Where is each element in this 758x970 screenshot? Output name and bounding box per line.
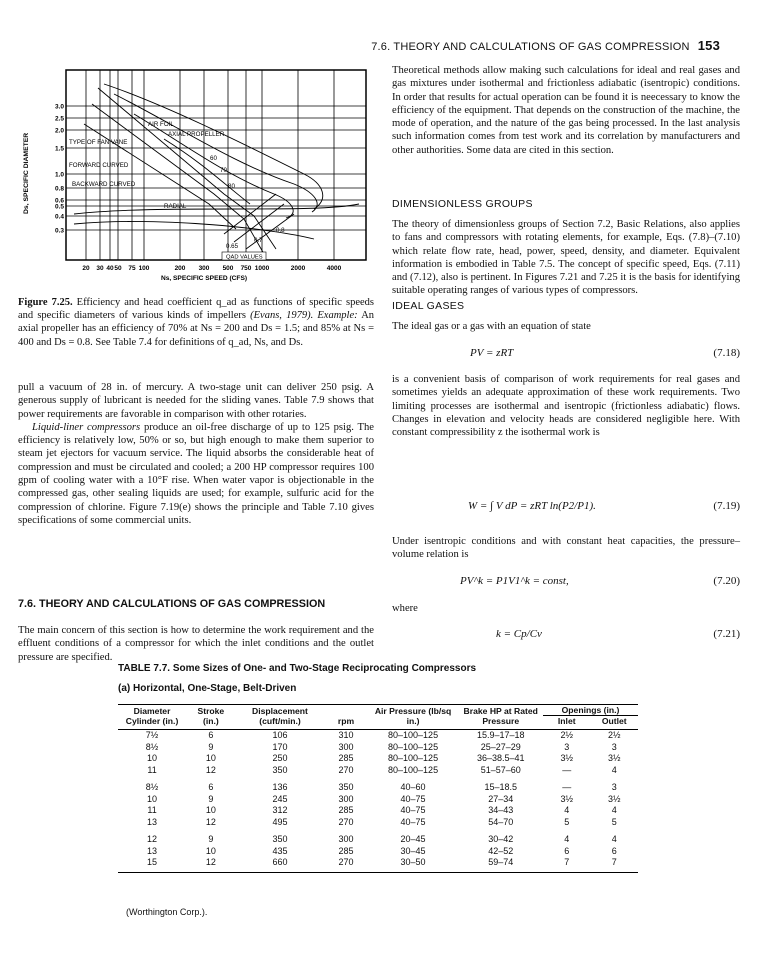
label-radial: RADIAL: [164, 203, 187, 210]
right-paragraph-4: is a convenient basis of comparison of work requirements for real gases and sometimes yields an adequate approximation of these work requirements. Two limiting processes are isothermal and isentropic (frictionless adiabatic) flows. Changes in elevation and velocity heads are considered negligible here. With constant compressibility z the isothermal work is: [392, 374, 740, 439]
table-cell: 10: [205, 805, 216, 815]
table-cell: 6: [208, 782, 214, 792]
table-cell: 80–100–125: [388, 741, 439, 752]
equation-7-18-body: PV = zRT: [470, 347, 514, 359]
table-row: [118, 730, 638, 742]
table-cell: 285: [338, 753, 354, 763]
table-cell: 5: [611, 816, 617, 827]
caption-text: Efficiency and head coefficient q_ad as functions of specific speeds and specific diameters of various kinds of impellers: [18, 297, 374, 322]
table-cell: 350: [272, 834, 288, 844]
left-column: [18, 381, 374, 527]
table-row: [118, 846, 638, 858]
equation-7-19-number: (7.19): [713, 500, 740, 512]
table-cell: 6: [208, 730, 214, 740]
table-cell: 5: [564, 816, 570, 827]
table-cell: 660: [272, 857, 288, 867]
table-cell: 10: [205, 753, 216, 763]
table-cell: 54–70: [488, 816, 514, 827]
caption-label: Figure 7.25.: [18, 297, 73, 308]
x-tick-label: 75: [128, 265, 136, 272]
table-row: [118, 817, 638, 829]
table-cell: 15–18.5: [484, 782, 517, 792]
equation-7-21: [392, 628, 740, 642]
y-tick-label: 0.3: [54, 227, 64, 235]
table-cell: 40–75: [400, 793, 426, 804]
col-outlet: Outlet: [601, 716, 627, 726]
y-axis-label: Ds, SPECIFIC DIAMETER: [23, 132, 30, 214]
right-paragraph-1: Theoretical methods allow making such calculations for ideal and real gases and gas mixtures under isothermal and frictionless adiabatic (isentropic) conditions. In order that results for actual operation can be found it is neecessary to know the efficiency of the equipment. That depends on the construction of the machine, the mode of operation, and the nature of the gas being processed. In the last analysis such information comes from test work and its correlation by manufacturers and other authorities. Some data are cited in this section.: [392, 65, 740, 156]
table-cell: 3½: [560, 793, 574, 804]
label-qad-values: QAD VALUES: [226, 254, 263, 261]
page-number: 153: [697, 38, 720, 53]
table-row: [118, 794, 638, 806]
y-tick-label: 3.0: [54, 103, 64, 111]
x-axis-label: Ns, SPECIFIC SPEED (CFS): [160, 275, 248, 282]
table-cell: 27–34: [488, 793, 514, 804]
table-cell: 40–75: [400, 816, 426, 827]
table-cell: 40–60: [400, 782, 426, 792]
x-tick-label: 1000: [254, 265, 270, 272]
where-text: where: [392, 603, 418, 614]
col-diameter: Diameter Cylinder (in.): [125, 706, 179, 726]
table-cell: 270: [338, 764, 354, 775]
table-cell: 350: [338, 782, 354, 792]
table-cell: 285: [338, 805, 354, 815]
table-row: [118, 857, 638, 869]
table-row: [118, 753, 638, 765]
term-liquid-liner: Liquid-liner compressors: [32, 421, 141, 433]
y-tick-label: 2.0: [54, 127, 64, 135]
table-cell: 170: [272, 741, 288, 752]
table-cell: 310: [338, 730, 354, 740]
table-cell: 8½: [145, 741, 159, 752]
equation-7-21-number: (7.21): [713, 628, 740, 640]
table-cell: 11: [147, 805, 157, 815]
table-cell: 106: [272, 730, 288, 740]
table-cell: 12: [147, 834, 158, 844]
table-cell: 300: [338, 834, 354, 844]
table-cell: 80–100–125: [388, 764, 439, 775]
equation-7-20-body: PV^k = P1V1^k = const,: [460, 575, 569, 587]
table-cell: 13: [147, 816, 158, 827]
table-cell: 34–43: [488, 805, 514, 815]
section-heading: 7.6. THEORY AND CALCULATIONS OF GAS COMPRESSION: [18, 598, 326, 610]
table-cell: 435: [272, 845, 288, 856]
table-cell: 4: [611, 834, 617, 844]
table-cell: 11: [147, 764, 157, 775]
figure-caption: [18, 296, 374, 349]
x-tick-label: 2000: [290, 265, 306, 272]
table-cell: 3½: [607, 793, 621, 804]
table-cell: 3½: [560, 753, 574, 763]
col-openings: Openings (in.): [543, 705, 638, 716]
table-cell: 2½: [560, 730, 574, 740]
table-cell: 6: [611, 845, 617, 856]
table-7-7: [118, 704, 638, 873]
col-air-pressure: Air Pressure (lb/sq in.): [374, 706, 452, 726]
col-brake-hp: Brake HP at Rated Pressure: [463, 706, 538, 726]
right-paragraph-2: The theory of dimensionless groups of Section 7.2, Basic Relations, also applies to fans and compressors with rotating elements, for example, Eqs. (7.8)–(7.10) which relate flow rate, head, power, speed, density, and diameter. Equivalent information is embodied in Table 7.5. The concept of specific speed, Eqs. (7.11) and (7.12), also is pertinent. In Figures 7.21 and 7.25 it is the basis for identifying suitable operating ranges of various types of compressors.: [392, 219, 740, 297]
table-cell: 30–42: [488, 834, 514, 844]
caption-example: An axial propeller has an efficiency of 70% at Ns = 200 and Ds = 1.5; and 85% at Ns = 400 and Ds = 0.8. See Table 7.4 for definitions of q_ad, Ns, and Ds.: [18, 310, 375, 348]
x-tick-label: 30: [96, 265, 104, 272]
col-stroke: Stroke (in.): [197, 706, 225, 726]
heading-dimensionless-groups: DIMENSIONLESS GROUPS: [392, 198, 533, 210]
x-tick-label: 50: [114, 265, 122, 272]
y-tick-label: 0.6: [54, 197, 64, 205]
table-subtitle: (a) Horizontal, One-Stage, Belt-Driven: [118, 683, 297, 694]
label-forward-curved: FORWARD CURVED: [69, 162, 129, 169]
y-tick-label: 0.8: [54, 185, 64, 193]
table-cell: 2½: [607, 730, 621, 740]
right-paragraph-3: The ideal gas or a gas with an equation of state: [392, 321, 591, 332]
right-paragraph-5: Under isentropic conditions and with constant heat capacities, the pressure–volume relation is: [392, 536, 740, 561]
table-cell: 285: [338, 845, 354, 856]
table-cell: 245: [272, 793, 288, 804]
table-cell: 4: [564, 834, 570, 844]
table-cell: 8½: [145, 782, 159, 792]
table-cell: 25–27–29: [480, 741, 521, 752]
table-cell: 30–50: [400, 857, 426, 867]
table-row: [118, 782, 638, 794]
table-cell: 270: [338, 816, 354, 827]
table-cell: 12: [205, 857, 216, 867]
table-cell: 15: [147, 857, 158, 867]
y-tick-label: 0.4: [54, 213, 64, 221]
table-cell: 30–45: [400, 845, 426, 856]
table-cell: 300: [338, 793, 354, 804]
table-body: [118, 730, 638, 869]
table-cell: 7: [564, 857, 570, 867]
col-rpm: rpm: [337, 716, 355, 726]
caption-citation: (Evans, 1979).: [250, 310, 314, 322]
label-eff-70: 70: [220, 167, 227, 174]
equation-7-19: [392, 500, 740, 516]
table-cell: 9: [208, 741, 214, 752]
left-paragraph-2-body: produce an oil-free discharge of up to 125 psig. The efficiency is relatively low, 50% or so, but high enough to make them superior to steam jet ejectors for vacuum service. The liquid absorbs the considerable heat of compression and must be circulated and cooled; a 200 HP compressor requires 100 gpm of cooling water with a 10°F rise. When water vapor is objectionable in the compressed gas, other sealing liquids are used; for example, sulfuric acid for the compression of chlorine. Figure 7.19(e) shows the principle and Table 7.10 gives specifications of some commercial units.: [18, 421, 374, 526]
col-inlet: Inlet: [557, 716, 576, 726]
figure-7-25: [14, 64, 376, 282]
equation-7-18-number: (7.18): [713, 347, 740, 359]
table-cell: 136: [272, 782, 288, 792]
y-tick-label: 2.5: [54, 115, 64, 123]
label-axial-propeller: AXIAL PROPELLER: [168, 131, 225, 138]
table-cell: 40–75: [400, 805, 426, 815]
equation-7-21-body: k = Cp/Cv: [496, 628, 542, 640]
table-cell: 3: [564, 741, 570, 752]
y-tick-label: 1.5: [54, 145, 64, 153]
left-paragraph-3: The main concern of this section is how to determine the work requirement and the effluent conditions of a compressor for which the inlet conditions and the outlet pressure are specified.: [18, 625, 374, 663]
table-row: [118, 765, 638, 777]
left-paragraph-1: pull a vacuum of 28 in. of mercury. A two-stage unit can deliver 250 psig. A generous supply of lubricant is needed for the sliding vanes. Table 7.9 shows that power requirements are favorable in comparison with other rotaries.: [18, 382, 374, 420]
table-cell: 10: [147, 753, 158, 763]
table-cell: 495: [272, 816, 288, 827]
specific-speed-chart: [14, 64, 376, 282]
label-q-08: 0.8: [276, 227, 285, 234]
label-eff-60: 60: [210, 155, 217, 162]
table-cell: 350: [272, 764, 288, 775]
table-cell: 3: [611, 782, 617, 792]
table-cell: 9: [208, 834, 214, 844]
equation-7-20: [392, 575, 740, 589]
table-cell: 80–100–125: [388, 753, 439, 763]
table-cell: 7: [611, 857, 617, 867]
table-cell: 4: [611, 805, 617, 815]
table-cell: 3½: [607, 753, 621, 763]
label-q-065: 0.65: [226, 243, 239, 250]
x-tick-label: 20: [82, 265, 90, 272]
label-eff-80: 80: [228, 183, 235, 190]
table-title: TABLE 7.7. Some Sizes of One- and Two-Stage Reciprocating Compressors: [118, 663, 477, 674]
table-row: [118, 834, 638, 846]
table-cell: —: [562, 764, 572, 775]
x-tick-label: 200: [174, 265, 186, 272]
x-tick-label: 750: [240, 265, 252, 272]
table-cell: 59–74: [488, 857, 514, 867]
table-cell: 12: [205, 816, 216, 827]
table-cell: 3: [611, 741, 617, 752]
y-tick-label: 1.0: [54, 171, 64, 179]
table-cell: 10: [147, 793, 158, 804]
table-cell: —: [562, 782, 572, 792]
equation-7-18: [392, 347, 740, 361]
table-cell: 80–100–125: [388, 730, 439, 740]
label-q-07: 0.7: [254, 237, 263, 244]
table-cell: 9: [208, 793, 214, 804]
table-row: [118, 805, 638, 817]
y-tick-label: 0.5: [54, 203, 64, 211]
table-source: (Worthington Corp.).: [126, 907, 208, 917]
table-row: [118, 742, 638, 754]
table-cell: 20–45: [400, 834, 426, 844]
table-cell: 7½: [145, 730, 159, 740]
table-cell: 10: [205, 845, 216, 856]
table-cell: 250: [272, 753, 288, 763]
table-cell: 270: [338, 857, 354, 867]
table-cell: 4: [564, 805, 570, 815]
table-cell: 15.9–17–18: [476, 730, 525, 740]
equation-7-20-number: (7.20): [713, 575, 740, 587]
x-tick-label: 500: [222, 265, 234, 272]
table-cell: 36–38.5–41: [476, 753, 525, 763]
label-backward-curved: BACKWARD CURVED: [72, 181, 136, 188]
x-tick-label: 4000: [326, 265, 342, 272]
label-air-foil: AIR FOIL: [148, 121, 174, 128]
x-tick-label: 300: [198, 265, 210, 272]
table-cell: 312: [272, 805, 288, 815]
table-cell: 300: [338, 741, 354, 752]
left-paragraph-2: [18, 421, 374, 527]
table-cell: 42–52: [488, 845, 514, 856]
table-grid: [118, 705, 638, 869]
table-cell: 13: [147, 845, 158, 856]
table-cell: 12: [205, 764, 216, 775]
x-tick-label: 40: [106, 265, 114, 272]
heading-ideal-gases: IDEAL GASES: [392, 300, 465, 312]
caption-example-label: Example:: [317, 310, 358, 322]
equation-7-19-body: W = ∫ V dP = zRT ln(P2/P1).: [468, 500, 596, 512]
table-cell: 6: [564, 845, 570, 856]
table-cell: 51–57–60: [480, 764, 521, 775]
running-head: [371, 38, 720, 53]
label-type-of-fan-vane: TYPE OF FAN VANE: [69, 139, 128, 146]
x-tick-label: 100: [138, 265, 150, 272]
section-title: 7.6. THEORY AND CALCULATIONS OF GAS COMPRESSION: [371, 41, 690, 53]
table-cell: 4: [611, 764, 617, 775]
col-displacement: Displacement (cuft/min.): [252, 706, 308, 726]
